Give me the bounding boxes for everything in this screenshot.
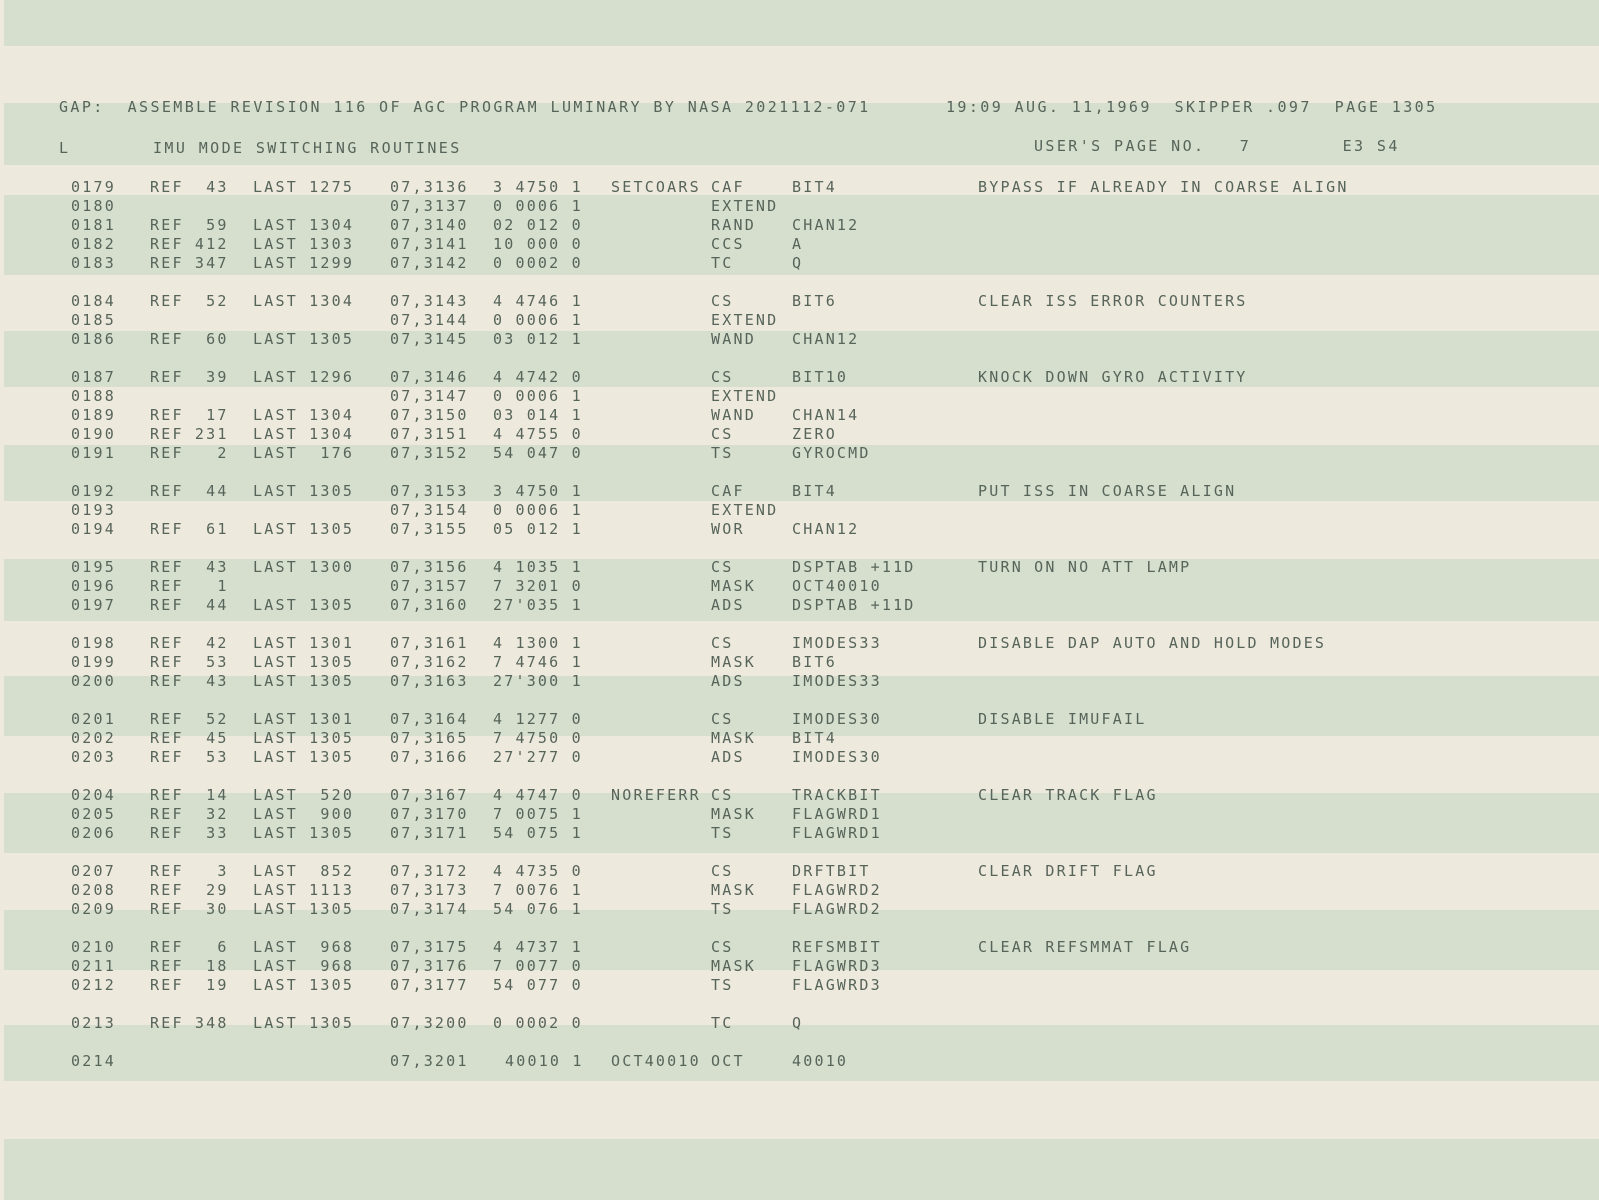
ref-count: REF 29 [150,881,229,899]
ref-count: REF 32 [150,805,229,823]
ref-count: REF 60 [150,330,229,348]
line-number: 0198 [71,634,116,652]
operand: IMODES30 [792,748,882,766]
line-number: 0201 [71,710,116,728]
last-ref: LAST 1303 [253,235,355,253]
last-ref: LAST 1305 [253,330,355,348]
line-number: 0197 [71,596,116,614]
octal-code: 0 0006 1 [493,311,583,329]
operand: FLAGWRD2 [792,881,882,899]
header-line-left: GAP: ASSEMBLE REVISION 116 OF AGC PROGRAM LUMINARY BY NASA 2021112-071 [59,98,871,116]
octal-code: 4 4747 0 [493,786,583,804]
line-number: 0183 [71,254,116,272]
address: 07,3172 [390,862,469,880]
opcode: MASK [711,577,756,595]
opcode: EXTEND [711,387,779,405]
last-ref: LAST 900 [253,805,355,823]
address: 07,3142 [390,254,469,272]
ref-count: REF 39 [150,368,229,386]
address: 07,3164 [390,710,469,728]
opcode: MASK [711,729,756,747]
octal-code: 4 4746 1 [493,292,583,310]
address: 07,3175 [390,938,469,956]
ref-count: REF 1 [150,577,229,595]
address: 07,3147 [390,387,469,405]
ref-count: REF 44 [150,596,229,614]
line-number: 0191 [71,444,116,462]
ref-count: REF 61 [150,520,229,538]
address: 07,3173 [390,881,469,899]
ref-count: REF 52 [150,292,229,310]
octal-code: 02 012 0 [493,216,583,234]
symbol-label: NOREFERR [611,786,701,804]
opcode: MASK [711,957,756,975]
opcode: CS [711,292,734,310]
line-number: 0196 [71,577,116,595]
operand: Q [792,254,804,272]
address: 07,3157 [390,577,469,595]
last-ref: LAST 1305 [253,482,355,500]
octal-code: 0 0002 0 [493,1014,583,1032]
ref-count: REF 33 [150,824,229,842]
octal-code: 54 077 0 [493,976,583,994]
ref-count: REF 59 [150,216,229,234]
address: 07,3151 [390,425,469,443]
octal-code: 7 4746 1 [493,653,583,671]
comment: DISABLE DAP AUTO AND HOLD MODES [978,634,1327,652]
address: 07,3171 [390,824,469,842]
opcode: TS [711,900,734,918]
opcode: CCS [711,235,745,253]
address: 07,3177 [390,976,469,994]
operand: CHAN12 [792,330,860,348]
operand: FLAGWRD3 [792,976,882,994]
operand: BIT4 [792,482,837,500]
line-number: 0208 [71,881,116,899]
operand: DRFTBIT [792,862,871,880]
last-ref: LAST 968 [253,957,355,975]
last-ref: LAST 968 [253,938,355,956]
opcode: MASK [711,805,756,823]
opcode: TS [711,976,734,994]
comment: BYPASS IF ALREADY IN COARSE ALIGN [978,178,1349,196]
last-ref: LAST 176 [253,444,355,462]
octal-code: 4 1277 0 [493,710,583,728]
line-number: 0184 [71,292,116,310]
octal-code: 54 076 1 [493,900,583,918]
line-number: 0205 [71,805,116,823]
operand: GYROCMD [792,444,871,462]
section-title: IMU MODE SWITCHING ROUTINES [153,139,462,157]
address: 07,3144 [390,311,469,329]
opcode: EXTEND [711,501,779,519]
operand: IMODES33 [792,672,882,690]
octal-code: 4 1300 1 [493,634,583,652]
octal-code: 4 4735 0 [493,862,583,880]
opcode: CS [711,425,734,443]
operand: BIT4 [792,178,837,196]
last-ref: LAST 1305 [253,976,355,994]
opcode: WAND [711,406,756,424]
ref-count: REF 43 [150,672,229,690]
ref-count: REF 53 [150,653,229,671]
ref-count: REF 412 [150,235,229,253]
last-ref: LAST 1113 [253,881,355,899]
octal-code: 7 0076 1 [493,881,583,899]
last-ref: LAST 1301 [253,634,355,652]
last-ref: LAST 852 [253,862,355,880]
symbol-label: SETCOARS [611,178,701,196]
octal-code: 54 047 0 [493,444,583,462]
address: 07,3170 [390,805,469,823]
last-ref: LAST 1305 [253,672,355,690]
line-number: 0194 [71,520,116,538]
address: 07,3156 [390,558,469,576]
opcode: EXTEND [711,197,779,215]
last-ref: LAST 1305 [253,1014,355,1032]
octal-code: 7 0075 1 [493,805,583,823]
address: 07,3174 [390,900,469,918]
ref-count: REF 45 [150,729,229,747]
opcode: CS [711,558,734,576]
opcode: CS [711,938,734,956]
last-ref: LAST 1304 [253,425,355,443]
octal-code: 0 0002 0 [493,254,583,272]
operand: REFSMBIT [792,938,882,956]
opcode: ADS [711,748,745,766]
last-ref: LAST 1275 [253,178,355,196]
opcode: CS [711,634,734,652]
address: 07,3166 [390,748,469,766]
line-number: 0210 [71,938,116,956]
address: 07,3143 [390,292,469,310]
line-number: 0179 [71,178,116,196]
last-ref: LAST 1305 [253,748,355,766]
line-number: 0193 [71,501,116,519]
address: 07,3154 [390,501,469,519]
ref-count: REF 53 [150,748,229,766]
address: 07,3167 [390,786,469,804]
operand: FLAGWRD1 [792,805,882,823]
octal-code: 03 014 1 [493,406,583,424]
line-number: 0202 [71,729,116,747]
ref-count: REF 17 [150,406,229,424]
address: 07,3145 [390,330,469,348]
opcode: ADS [711,672,745,690]
line-number: 0195 [71,558,116,576]
ref-count: REF 6 [150,938,229,956]
symbol-label: OCT40010 [611,1052,701,1070]
operand: BIT10 [792,368,849,386]
last-ref: LAST 1299 [253,254,355,272]
last-ref: LAST 520 [253,786,355,804]
operand: IMODES33 [792,634,882,652]
octal-code: 4 4742 0 [493,368,583,386]
line-number: 0213 [71,1014,116,1032]
last-ref: LAST 1305 [253,520,355,538]
comment: DISABLE IMUFAIL [978,710,1147,728]
ref-count: REF 42 [150,634,229,652]
ref-count: REF 347 [150,254,229,272]
address: 07,3150 [390,406,469,424]
last-ref: LAST 1305 [253,900,355,918]
opcode: WAND [711,330,756,348]
ref-count: REF 30 [150,900,229,918]
octal-code: 27'277 0 [493,748,583,766]
comment: TURN ON NO ATT LAMP [978,558,1192,576]
line-number: 0185 [71,311,116,329]
line-number: 0199 [71,653,116,671]
line-number: 0211 [71,957,116,975]
ref-count: REF 19 [150,976,229,994]
octal-code: 05 012 1 [493,520,583,538]
ref-count: REF 2 [150,444,229,462]
header-line-right: 19:09 AUG. 11,1969 SKIPPER .097 PAGE 1305 [946,98,1438,116]
octal-code: 27'300 1 [493,672,583,690]
address: 07,3136 [390,178,469,196]
address: 07,3153 [390,482,469,500]
comment: CLEAR REFSMMAT FLAG [978,938,1192,956]
operand: FLAGWRD1 [792,824,882,842]
octal-code: 03 012 1 [493,330,583,348]
octal-code: 40010 1 [505,1052,584,1070]
address: 07,3137 [390,197,469,215]
address: 07,3176 [390,957,469,975]
address: 07,3140 [390,216,469,234]
octal-code: 4 4737 1 [493,938,583,956]
octal-code: 27'035 1 [493,596,583,614]
comment: CLEAR TRACK FLAG [978,786,1158,804]
last-ref: LAST 1305 [253,729,355,747]
address: 07,3161 [390,634,469,652]
operand: FLAGWRD3 [792,957,882,975]
ref-count: REF 52 [150,710,229,728]
address: 07,3141 [390,235,469,253]
line-number: 0206 [71,824,116,842]
operand: ZERO [792,425,837,443]
opcode: EXTEND [711,311,779,329]
ref-count: REF 44 [150,482,229,500]
opcode: TS [711,444,734,462]
operand: BIT6 [792,292,837,310]
opcode: CS [711,710,734,728]
last-ref: LAST 1304 [253,292,355,310]
ref-count: REF 43 [150,558,229,576]
address: 07,3155 [390,520,469,538]
line-number: 0200 [71,672,116,690]
users-page-number: USER'S PAGE NO. 7 E3 S4 [1034,137,1400,155]
opcode: WOR [711,520,745,538]
opcode: CAF [711,482,745,500]
operand: BIT4 [792,729,837,747]
ref-count: REF 231 [150,425,229,443]
octal-code: 10 000 0 [493,235,583,253]
address: 07,3146 [390,368,469,386]
operand: IMODES30 [792,710,882,728]
opcode: TC [711,254,734,272]
operand: BIT6 [792,653,837,671]
line-number: 0192 [71,482,116,500]
operand: CHAN12 [792,520,860,538]
operand: DSPTAB +11D [792,558,916,576]
line-number: 0189 [71,406,116,424]
comment: CLEAR ISS ERROR COUNTERS [978,292,1248,310]
comment: KNOCK DOWN GYRO ACTIVITY [978,368,1248,386]
address: 07,3165 [390,729,469,747]
last-ref: LAST 1305 [253,824,355,842]
opcode: OCT [711,1052,745,1070]
opcode: CS [711,786,734,804]
ref-count: REF 3 [150,862,229,880]
line-number: 0180 [71,197,116,215]
address: 07,3160 [390,596,469,614]
octal-code: 4 4755 0 [493,425,583,443]
last-ref: LAST 1300 [253,558,355,576]
ref-count: REF 348 [150,1014,229,1032]
opcode: CS [711,862,734,880]
line-number: 0187 [71,368,116,386]
octal-code: 0 0006 1 [493,197,583,215]
line-number: 0209 [71,900,116,918]
octal-code: 0 0006 1 [493,501,583,519]
ref-count: REF 43 [150,178,229,196]
comment: CLEAR DRIFT FLAG [978,862,1158,880]
line-number: 0207 [71,862,116,880]
operand: A [792,235,804,253]
line-number: 0203 [71,748,116,766]
operand: Q [792,1014,804,1032]
line-number: 0204 [71,786,116,804]
last-ref: LAST 1305 [253,596,355,614]
opcode: TC [711,1014,734,1032]
line-number: 0212 [71,976,116,994]
opcode: MASK [711,653,756,671]
opcode: CAF [711,178,745,196]
octal-code: 3 4750 1 [493,482,583,500]
operand: OCT40010 [792,577,882,595]
last-ref: LAST 1305 [253,653,355,671]
line-number: 0190 [71,425,116,443]
opcode: ADS [711,596,745,614]
line-number: 0188 [71,387,116,405]
line-number: 0181 [71,216,116,234]
line-number: 0182 [71,235,116,253]
octal-code: 3 4750 1 [493,178,583,196]
last-ref: LAST 1304 [253,406,355,424]
header-marker: L [59,139,71,157]
operand: 40010 [792,1052,849,1070]
address: 07,3163 [390,672,469,690]
opcode: RAND [711,216,756,234]
ref-count: REF 18 [150,957,229,975]
last-ref: LAST 1296 [253,368,355,386]
octal-code: 0 0006 1 [493,387,583,405]
octal-code: 7 3201 0 [493,577,583,595]
address: 07,3200 [390,1014,469,1032]
ref-count: REF 14 [150,786,229,804]
octal-code: 7 0077 0 [493,957,583,975]
operand: TRACKBIT [792,786,882,804]
last-ref: LAST 1301 [253,710,355,728]
address: 07,3162 [390,653,469,671]
octal-code: 4 1035 1 [493,558,583,576]
comment: PUT ISS IN COARSE ALIGN [978,482,1237,500]
operand: CHAN14 [792,406,860,424]
line-number: 0186 [71,330,116,348]
opcode: MASK [711,881,756,899]
line-number: 0214 [71,1052,116,1070]
address: 07,3201 [390,1052,469,1070]
last-ref: LAST 1304 [253,216,355,234]
opcode: CS [711,368,734,386]
operand: CHAN12 [792,216,860,234]
octal-code: 54 075 1 [493,824,583,842]
operand: FLAGWRD2 [792,900,882,918]
octal-code: 7 4750 0 [493,729,583,747]
opcode: TS [711,824,734,842]
address: 07,3152 [390,444,469,462]
operand: DSPTAB +11D [792,596,916,614]
